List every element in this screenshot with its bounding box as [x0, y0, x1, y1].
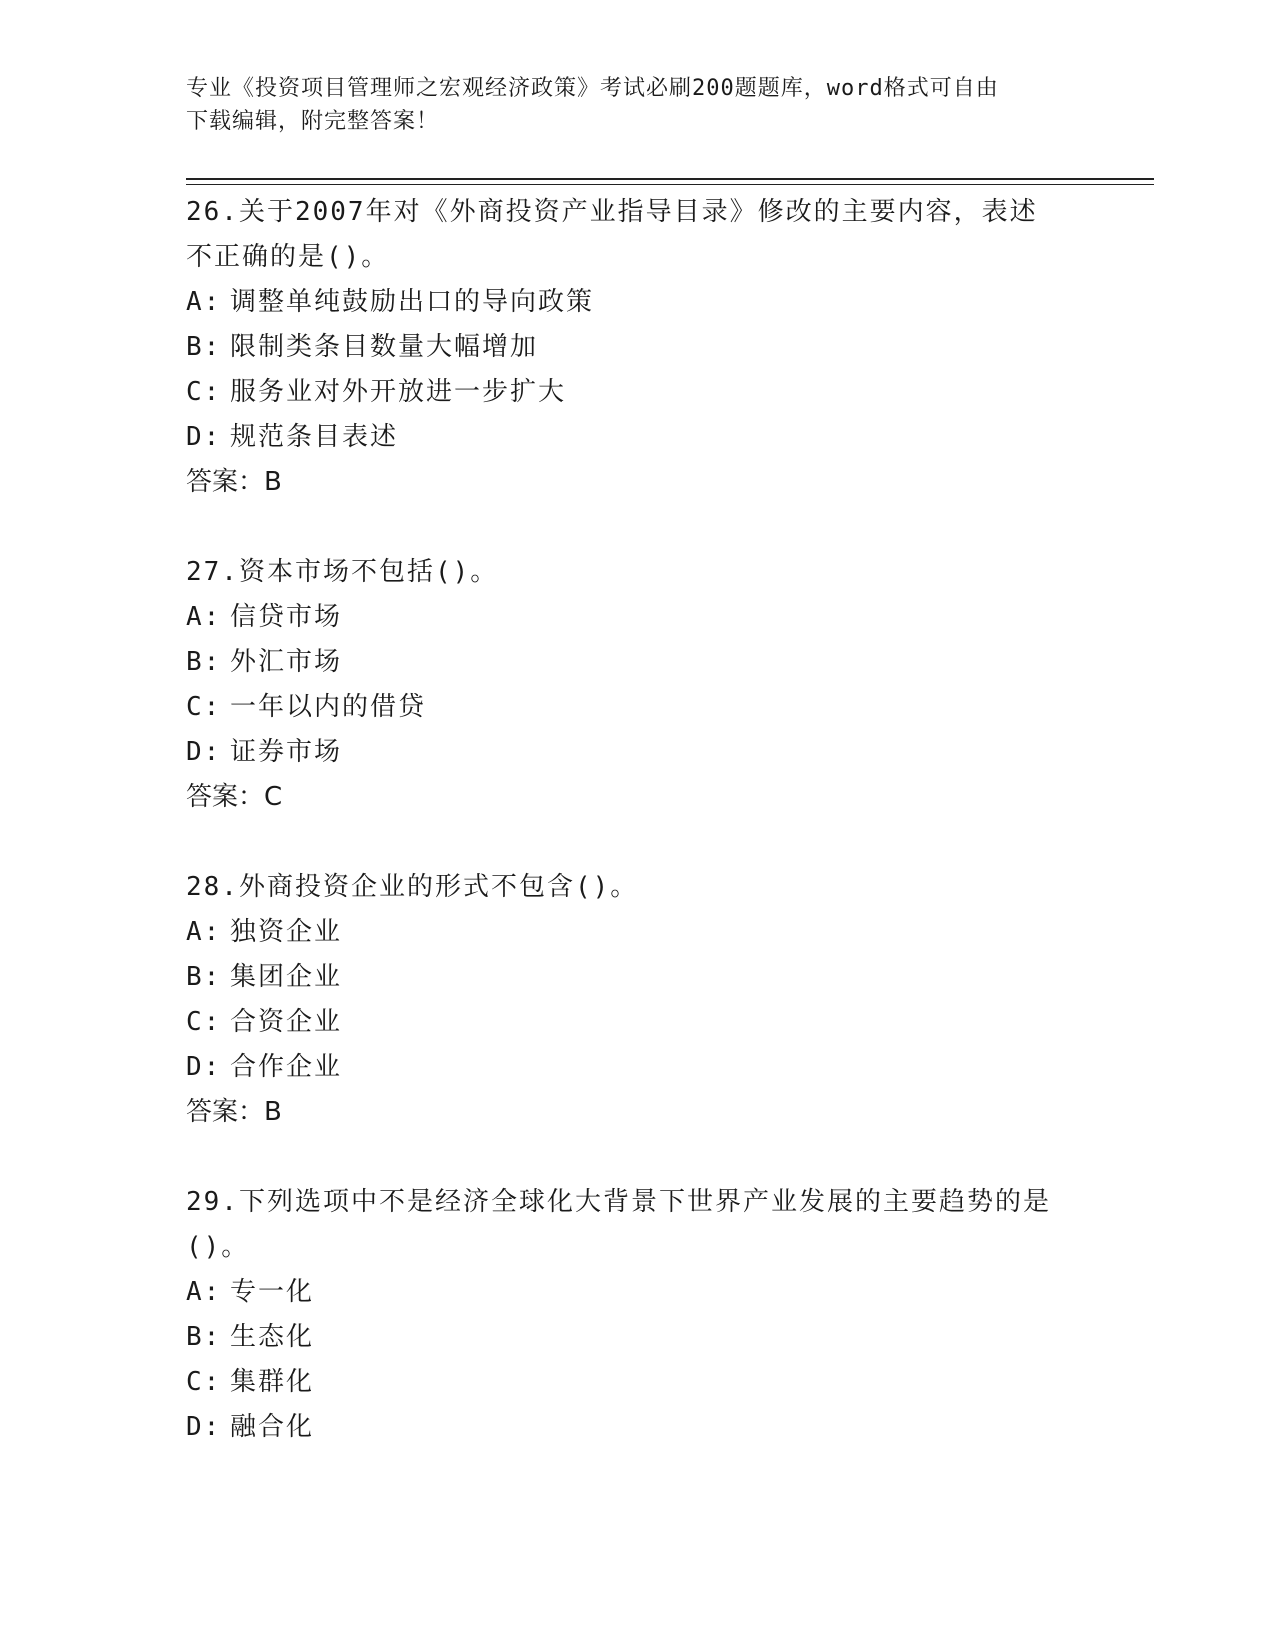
- option-a: [186, 1270, 1086, 1315]
- answer: 答案：C: [186, 782, 283, 812]
- option-c: [186, 370, 1086, 415]
- option-text: 调整单纯鼓励出口的导向政策: [230, 287, 595, 317]
- answer: 答案：B: [186, 1097, 282, 1127]
- header-divider-thin: [186, 184, 1154, 185]
- header-line-2: 下载编辑，附完整答案！: [186, 109, 440, 134]
- option-letter: B:: [186, 647, 222, 677]
- option-d: [186, 1045, 1086, 1090]
- option-text: 集团企业: [230, 962, 343, 992]
- question-stem-line-2: ()。: [186, 1232, 250, 1262]
- option-letter: C:: [186, 692, 222, 722]
- option-letter: D:: [186, 422, 222, 452]
- option-letter: A:: [186, 917, 222, 947]
- option-d: [186, 415, 1086, 460]
- option-letter: B:: [186, 332, 222, 362]
- option-letter: C:: [186, 377, 222, 407]
- option-text: 限制类条目数量大幅增加: [230, 332, 539, 362]
- question-stem-line-1: 29.下列选项中不是经济全球化大背景下世界产业发展的主要趋势的是: [186, 1187, 1051, 1217]
- option-text: 融合化: [230, 1412, 315, 1442]
- option-c: [186, 685, 1086, 730]
- option-text: 独资企业: [230, 917, 343, 947]
- option-b: [186, 325, 1086, 370]
- option-b: [186, 1315, 1086, 1360]
- option-letter: D:: [186, 737, 222, 767]
- option-text: 生态化: [230, 1322, 315, 1352]
- option-letter: C:: [186, 1007, 222, 1037]
- option-letter: D:: [186, 1052, 222, 1082]
- document-header: [186, 72, 1066, 138]
- question-list: [186, 190, 1086, 1450]
- question-26: [186, 190, 1086, 505]
- option-text: 集群化: [230, 1367, 315, 1397]
- question-stem-line-2: 不正确的是()。: [186, 242, 390, 272]
- question-27: [186, 550, 1086, 820]
- option-c: [186, 1000, 1086, 1045]
- option-d: [186, 730, 1086, 775]
- option-a: [186, 595, 1086, 640]
- option-letter: A:: [186, 287, 222, 317]
- option-text: 合资企业: [230, 1007, 343, 1037]
- option-letter: B:: [186, 1322, 222, 1352]
- option-b: [186, 640, 1086, 685]
- option-d: [186, 1405, 1086, 1450]
- option-text: 合作企业: [230, 1052, 343, 1082]
- question-29: [186, 1180, 1086, 1450]
- option-letter: B:: [186, 962, 222, 992]
- question-stem-line-1: 26.关于2007年对《外商投资产业指导目录》修改的主要内容，表述: [186, 197, 1038, 227]
- option-letter: A:: [186, 1277, 222, 1307]
- option-b: [186, 955, 1086, 1000]
- option-text: 一年以内的借贷: [230, 692, 427, 722]
- option-c: [186, 1360, 1086, 1405]
- question-28: [186, 865, 1086, 1135]
- question-stem-line-1: 27.资本市场不包括()。: [186, 557, 499, 587]
- option-a: [186, 280, 1086, 325]
- header-line-1: 专业《投资项目管理师之宏观经济政策》考试必刷200题题库，word格式可自由: [186, 76, 999, 101]
- option-letter: A:: [186, 602, 222, 632]
- option-text: 信贷市场: [230, 602, 343, 632]
- option-letter: C:: [186, 1367, 222, 1397]
- header-divider-thick: [186, 178, 1154, 180]
- answer: 答案：B: [186, 467, 282, 497]
- option-text: 专一化: [230, 1277, 315, 1307]
- option-text: 规范条目表述: [230, 422, 399, 452]
- option-a: [186, 910, 1086, 955]
- option-letter: D:: [186, 1412, 222, 1442]
- option-text: 外汇市场: [230, 647, 343, 677]
- question-stem-line-1: 28.外商投资企业的形式不包含()。: [186, 872, 639, 902]
- option-text: 服务业对外开放进一步扩大: [230, 377, 567, 407]
- option-text: 证券市场: [230, 737, 343, 767]
